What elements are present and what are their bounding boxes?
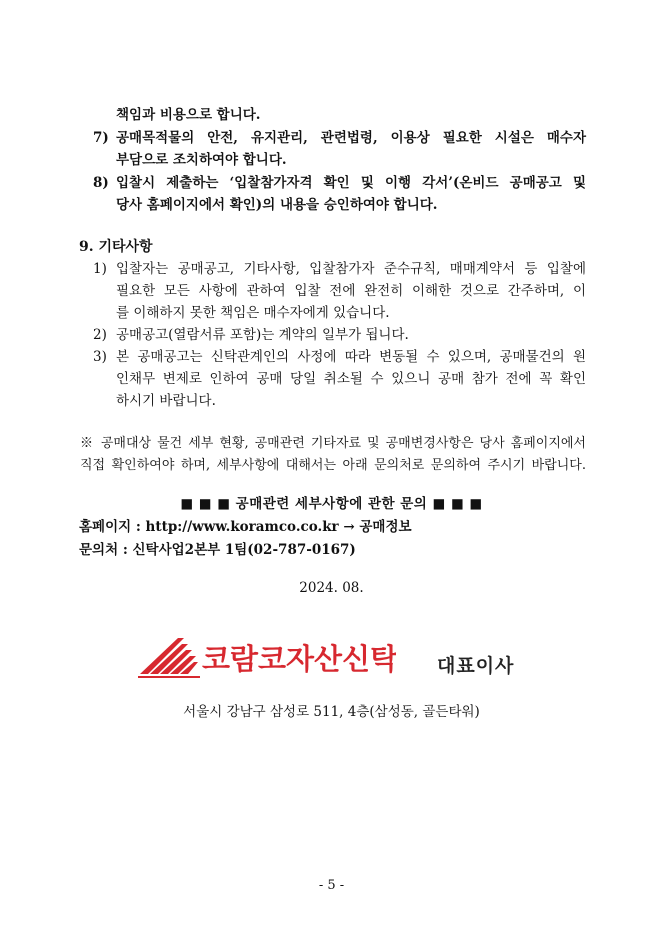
s9-item1-number: 1): [93, 261, 107, 277]
page-number: - 5 -: [318, 878, 345, 893]
item8-line2: 당사 홈페이지에서 확인)의 내용을 승인하여야 합니다.: [116, 197, 438, 213]
logo-mark-icon: [138, 636, 396, 678]
s9-item3-line2: 인채무 변제로 인하여 공매 당일 취소될 수 있으니 공매 참가 전에 꼭 확인: [116, 371, 586, 387]
notice-line1: ※ 공매대상 물건 세부 현황, 공매관련 기타자료 및 공매변경사항은 당사 홈페이지에서: [80, 436, 586, 451]
s9-item1-line1: 입찰자는 공매공고, 기타사항, 입찰참가자 준수규칙, 매매계약서 등 입찰에: [116, 261, 586, 277]
company-address: 서울시 강남구 삼성로 511, 4층(삼성동, 골든타워): [183, 704, 480, 720]
contact-title: ■ ■ ■ 공매관련 세부사항에 관한 문의 ■ ■ ■: [180, 496, 483, 512]
item6-continuation: 책임과 비용으로 합니다.: [116, 107, 261, 123]
s9-item1-line2: 필요한 모든 사항에 관하여 입찰 전에 완전히 이해한 것으로 간주하며, 이: [116, 283, 586, 299]
item7-number: 7): [93, 130, 109, 146]
section9-heading: 9. 기타사항: [79, 239, 153, 255]
s9-item1-line3: 를 이해하지 못한 책임은 매수자에게 있습니다.: [116, 305, 390, 321]
company-name-wordmark: 코람코자산신탁: [202, 642, 396, 676]
s9-item2-number: 2): [93, 327, 107, 343]
notice-line2: 직접 확인하여야 하며, 세부사항에 대해서는 아래 문의처로 문의하여 주시기 바랍니다.: [80, 458, 586, 473]
inquiry-line: 문의처 : 신탁사업2본부 1팀(02-787-0167): [79, 542, 356, 558]
homepage-line: 홈페이지 : http://www.koramco.co.kr → 공매정보: [79, 519, 412, 535]
item7-line2: 부담으로 조치하여야 합니다.: [116, 152, 287, 168]
item8-line1: 입찰시 제출하는 ‘입찰참가자격 확인 및 이행 각서’(온비드 공매공고 및: [116, 175, 586, 191]
s9-item3-number: 3): [93, 349, 107, 365]
company-logo: [138, 636, 396, 678]
s9-item2-line1: 공매공고(열람서류 포함)는 계약의 일부가 됩니다.: [116, 327, 409, 343]
issue-date: 2024. 08.: [299, 580, 364, 596]
item8-number: 8): [93, 175, 109, 191]
s9-item3-line1: 본 공매공고는 신탁관계인의 사정에 따라 변동될 수 있으며, 공매물건의 원: [116, 349, 586, 365]
s9-item3-line3: 하시기 바랍니다.: [116, 393, 216, 409]
ceo-title: 대표이사: [437, 655, 515, 677]
item7-line1: 공매목적물의 안전, 유지관리, 관련법령, 이용상 필요한 시설은 매수자: [116, 130, 586, 146]
